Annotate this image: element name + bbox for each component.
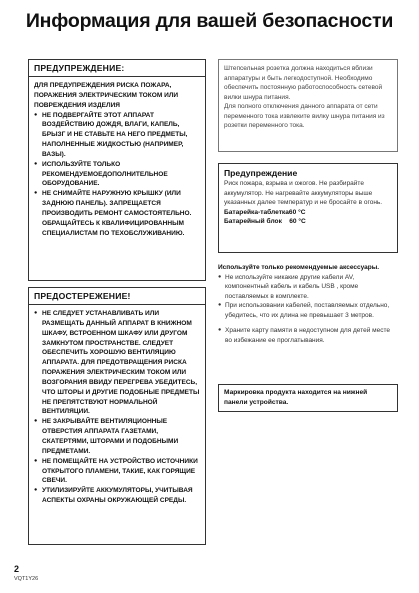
list-item: ● Храните карту памяти в недоступном для детей месте во избежание ее проглатывания. [218, 326, 398, 345]
list-item: ● НЕ ПОДВЕРГАЙТЕ ЭТОТ АППАРАТ ВОЗДЕЙСТВИЮ ДОЖДЯ, ВЛАГИ, КАПЕЛЬ, БРЫЗГ И НЕ СТАВЬТЕ НА НЕГО ПРЕДМЕТЫ, НАПОЛНЕННЫЕ ЖИДКОСТЬЮ (НАПРИМЕР, ВАЗЫ). [34, 111, 200, 160]
list-item: ● Не используйте никакие другие кабели AV, компонентный кабель и кабель USB , кроме поставляемых в комплекте. [218, 273, 398, 302]
socket-note-text: Штепсельная розетка должна находиться вблизи аппаратуры и быть легкодоступной. Необходимо обеспечить постоянную работоспособность сетевой вилки шнура питания. [224, 65, 383, 101]
list-item: ● При использовании кабелей, поставляемых отдельно, убедитесь, что их длина не превышает 3 метров. [218, 301, 398, 320]
warning-heading: ПРЕДУПРЕЖДЕНИЕ: [29, 60, 205, 77]
battery-warning-text: Риск пожара, взрыва и ожогов. Не разбирайте аккумулятор. Не нагревайте аккумуляторы выше указанных далее температур и не бросайте в огонь. [224, 180, 383, 206]
list-item: ● УТИЛИЗИРУЙТЕ АККУМУЛЯТОРЫ, УЧИТЫВАЯ АСПЕКТЫ ОХРАНЫ ОКРУЖАЮЩЕЙ СРЕДЫ. [34, 486, 200, 506]
warning-box [28, 59, 206, 281]
page-code: VQT1Y26 [14, 576, 39, 582]
socket-note-text: Для полного отключения данного аппарата от сети переменного тока извлеките вилку шнура питания из розетки переменного тока. [224, 103, 385, 129]
socket-note-box [218, 59, 398, 152]
accessories-section [218, 263, 398, 345]
battery-warning-heading: Предупреждение [224, 168, 298, 178]
list-item: ● НЕ ПОМЕЩАЙТЕ НА УСТРОЙСТВО ИСТОЧНИКИ ОТКРЫТОГО ПЛАМЕНИ, ТАКИЕ, КАК ГОРЯЩИЕ СВЕЧИ. [34, 457, 200, 487]
list-item: ● ИСПОЛЬЗУЙТЕ ТОЛЬКО РЕКОМЕНДУЕМОЕДОПОЛНИТЕЛЬНОЕ ОБОРУДОВАНИЕ. [34, 160, 200, 190]
battery-warning-box [218, 163, 398, 253]
battery-temp-line: Батарейный блок 60 °C [224, 218, 306, 225]
marking-note-box [218, 384, 398, 412]
warning-lead: ДЛЯ ПРЕДУПРЕЖДЕНИЯ РИСКА ПОЖАРА, ПОРАЖЕНИЯ ЭЛЕКТРИЧЕСКИМ ТОКОМ ИЛИ ПОВРЕЖДЕНИЯ ИЗДЕЛИЯ [34, 82, 179, 109]
page-title: Информация для вашей безопасности [25, 10, 394, 32]
list-item: ● НЕ СНИМАЙТЕ НАРУЖНУЮ КРЫШКУ (ИЛИ ЗАДНЮЮ ПАНЕЛЬ). ЗАПРЕЩАЕТСЯ ПРОИЗВОДИТЬ РЕМОНТ САМОСТОЯТЕЛЬНО. ОБРАЩАЙТЕСЬ К КВАЛИФИЦИРОВАННЫМ СПЕЦИАЛИСТАМ ПО ТЕХОБСЛУЖИВАНИЮ. [34, 189, 200, 238]
list-item: ● НЕ ЗАКРЫВАЙТЕ ВЕНТИЛЯЦИОННЫЕ ОТВЕРСТИЯ АППАРАТА ГАЗЕТАМИ, СКАТЕРТЯМИ, ШТОРАМИ И ПОДОБНЫМИ ПРЕДМЕТАМИ. [34, 417, 200, 456]
battery-temp-line: Батарейка-таблетка60 °C [224, 208, 306, 216]
warning-list [34, 111, 200, 239]
list-item: ● НЕ СЛЕДУЕТ УСТАНАВЛИВАТЬ ИЛИ РАЗМЕЩАТЬ ДАННЫЙ АППАРАТ В КНИЖНОМ ШКАФУ, ВСТРОЕННОМ ШКАФУ ИЛИ ДРУГОМ ЗАМКНУТОМ ПРОСТРАНСТВЕ. СЛЕДУЕТ ОБЕСПЕЧИТЬ ХОРОШУЮ ВЕНТИЛЯЦИЮ АППАРАТА. ДЛЯ ПРЕДОТВРАЩЕНИЯ РИСКА ПОРАЖЕНИЯ ЭЛЕКТРИЧЕСКИМ ТОКОМ ИЛИ ВОЗГОРАНИЯ ВВИДУ ПЕРЕГРЕВА УБЕДИТЕСЬ, ЧТО ШТОРЫ И ДРУГИЕ ПОДОБНЫЕ ПРЕДМЕТЫ НЕ ПРЕПЯТСТВУЮТ НОРМАЛЬНОЙ ВЕНТИЛЯЦИИ. [34, 309, 200, 417]
page-number: 2 [14, 564, 20, 574]
caution-list [34, 309, 200, 506]
caution-box [28, 287, 206, 545]
card-note-list [218, 326, 398, 345]
accessories-list [218, 273, 398, 321]
caution-heading: ПРЕДОСТЕРЕЖЕНИЕ! [29, 288, 205, 305]
marking-note-text: Маркировка продукта находится на нижней панели устройства. [224, 389, 368, 406]
accessories-heading: Используйте только рекомендуемые аксессуары. [218, 264, 380, 271]
